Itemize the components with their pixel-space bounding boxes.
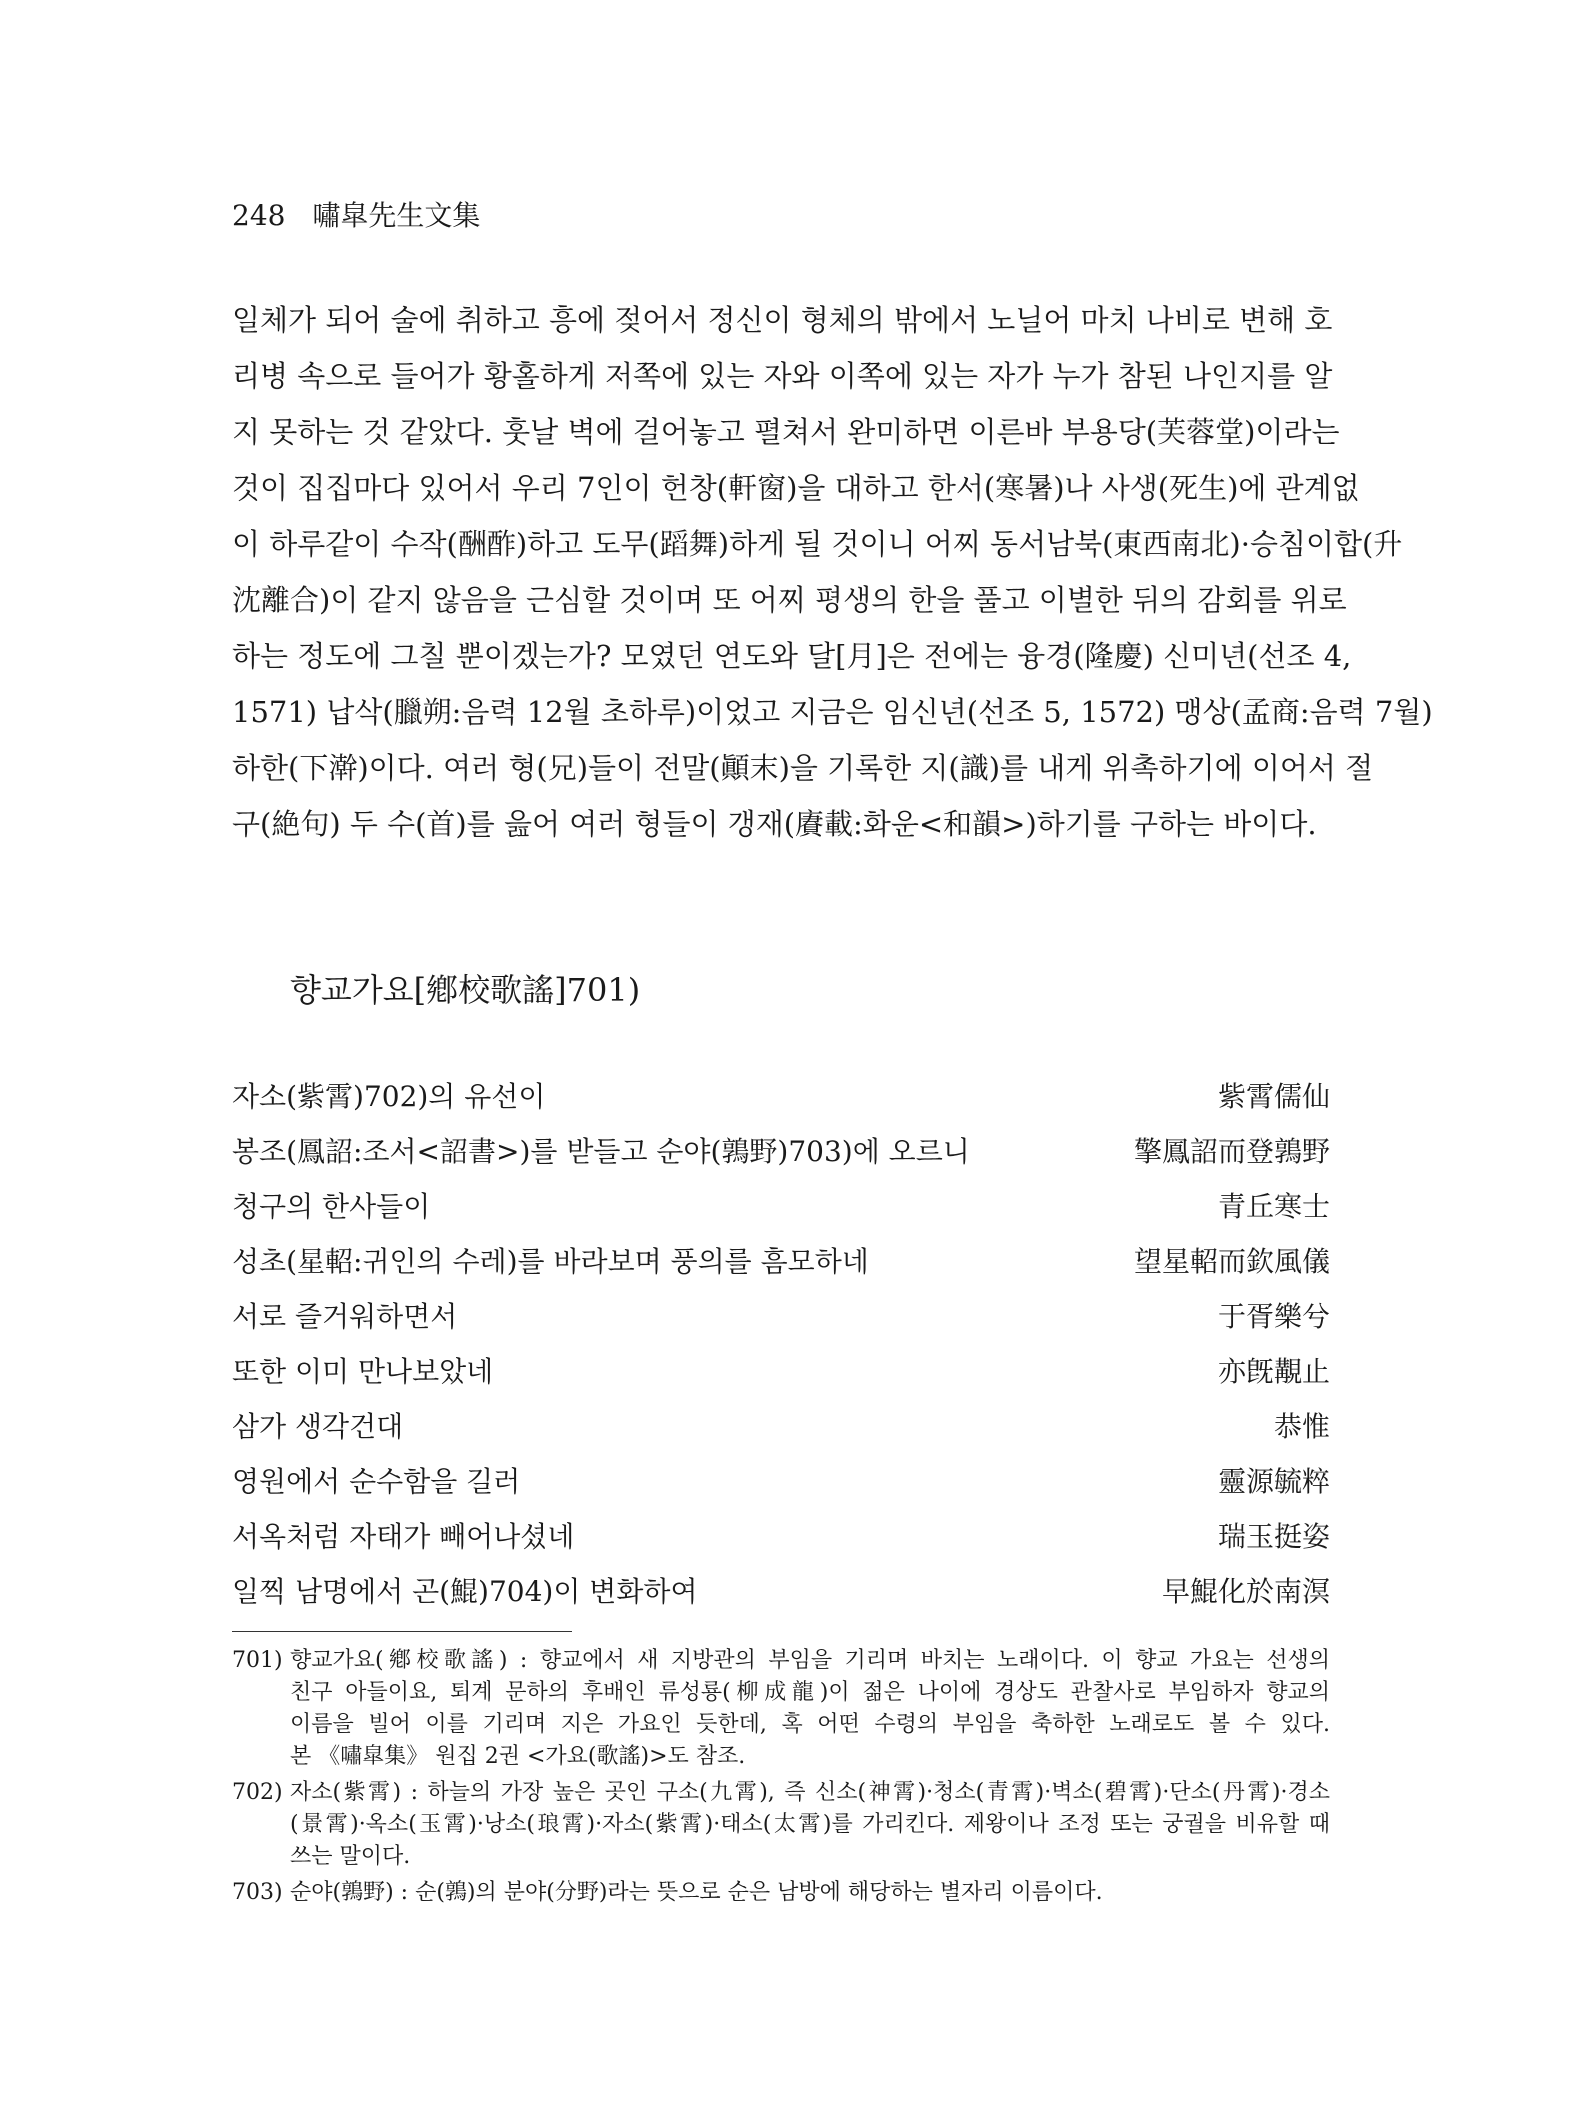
verse-hanja: 青丘寒士 <box>1217 1190 1330 1223</box>
verse-hanja: 于胥樂兮 <box>1217 1300 1330 1333</box>
prose-line: 일체가 되어 술에 취하고 흥에 젖어서 정신이 형체의 밖에서 노닐어 마치 나비로 변해 호 <box>232 303 1333 337</box>
prose-line: 지 못하는 것 같았다. 훗날 벽에 걸어놓고 펼쳐서 완미하면 이른바 부용당(芙蓉堂)이라는 <box>232 415 1340 449</box>
prose-line: 1571) 납삭(臘朔:음력 12월 초하루)이었고 지금은 임신년(선조 5, 1572) 맹상(孟商:음력 7월) <box>232 695 1433 729</box>
verse-row <box>232 1132 1330 1172</box>
verse-row <box>232 1462 1330 1502</box>
verse-korean: 봉조(鳳詔:조서<詔書>)를 받들고 순야(鶉野)703)에 오르니 <box>232 1135 970 1168</box>
verse-row <box>232 1187 1330 1227</box>
running-header <box>232 194 480 234</box>
book-title: 嘯皐先生文集 <box>312 199 481 232</box>
verse-hanja: 紫霄儒仙 <box>1217 1080 1330 1113</box>
footnote-line: 친구 아들이요, 퇴계 문하의 후배인 류성룡(柳成龍)이 젊은 나이에 경상도 관찰사로 부임하자 향교의 <box>290 1680 1330 1705</box>
verse-row <box>232 1242 1330 1282</box>
footnote-line: 이름을 빌어 이를 기리며 지은 가요인 듯한데, 혹 어떤 수령의 부임을 축하한 노래로도 볼 수 있다. <box>290 1712 1330 1737</box>
verse-row <box>232 1572 1330 1612</box>
verse-korean: 삼가 생각건대 <box>232 1410 404 1443</box>
verse-korean: 일찍 남명에서 곤(鯤)704)이 변화하여 <box>232 1575 698 1608</box>
verse-korean: 서로 즐거워하면서 <box>232 1300 458 1333</box>
verse-hanja: 瑞玉挺姿 <box>1217 1520 1330 1553</box>
verse-row <box>232 1407 1330 1447</box>
verse-row <box>232 1352 1330 1392</box>
prose-line: 것이 집집마다 있어서 우리 7인이 헌창(軒窗)을 대하고 한서(寒暑)나 사생(死生)에 관계없 <box>232 471 1360 505</box>
footnote-separator <box>232 1631 572 1632</box>
prose-line: 이 하루같이 수작(酬酢)하고 도무(蹈舞)하게 될 것이니 어찌 동서남북(東西南北)·승침이합(升 <box>232 527 1403 561</box>
verse-row <box>232 1517 1330 1557</box>
verse-korean: 성초(星軺:귀인의 수레)를 바라보며 풍의를 흠모하네 <box>232 1245 869 1278</box>
verse-hanja: 亦旣覯止 <box>1217 1355 1330 1388</box>
verse-korean: 서옥처럼 자태가 빼어나셨네 <box>232 1520 575 1553</box>
section-title: 향교가요[鄕校歌謠]701) <box>290 971 641 1009</box>
prose-line: 구(絶句) 두 수(首)를 읊어 여러 형들이 갱재(賡載:화운<和韻>)하기를 구하는 바이다. <box>232 807 1317 841</box>
verse-hanja: 恭惟 <box>1273 1410 1330 1443</box>
footnote-line: 향교가요(鄕校歌謠) : 향교에서 새 지방관의 부임을 기리며 바치는 노래이다. 이 향교 가요는 선생의 <box>290 1648 1330 1673</box>
verse-hanja: 早鯤化於南溟 <box>1161 1575 1330 1608</box>
footnote-line: (景霄)·옥소(玉霄)·낭소(琅霄)·자소(紫霄)·태소(太霄)를 가리킨다. 제왕이나 조정 또는 궁궐을 비유할 때 <box>290 1812 1330 1837</box>
footnote-number: 701) <box>232 1648 283 1673</box>
verse-row <box>232 1077 1330 1117</box>
verse-korean: 영원에서 순수함을 길러 <box>232 1465 521 1498</box>
footnote-line: 본 《嘯皐集》 원집 2권 <가요(歌謠)>도 참조. <box>290 1744 746 1769</box>
prose-line: 리병 속으로 들어가 황홀하게 저쪽에 있는 자와 이쪽에 있는 자가 누가 참된 나인지를 알 <box>232 359 1333 393</box>
prose-line: 하는 정도에 그칠 뿐이겠는가? 모였던 연도와 달[月]은 전에는 융경(隆慶) 신미년(선조 4, <box>232 639 1352 673</box>
footnote-number: 703) <box>232 1880 283 1905</box>
verse-hanja: 靈源毓粹 <box>1217 1465 1330 1498</box>
verse-row <box>232 1297 1330 1337</box>
verse-korean: 또한 이미 만나보았네 <box>232 1355 494 1388</box>
footnote-number: 702) <box>232 1780 283 1805</box>
footnote-line: 자소(紫霄) : 하늘의 가장 높은 곳인 구소(九霄), 즉 신소(神霄)·청소(青霄)·벽소(碧霄)·단소(丹霄)·경소 <box>290 1780 1330 1805</box>
verse-korean: 자소(紫霄)702)의 유선이 <box>232 1080 546 1113</box>
verse-korean: 청구의 한사들이 <box>232 1190 431 1223</box>
footnote-line: 쓰는 말이다. <box>290 1844 411 1869</box>
page-number: 248 <box>232 199 286 232</box>
prose-line: 沈離合)이 같지 않음을 근심할 것이며 또 어찌 평생의 한을 풀고 이별한 뒤의 감회를 위로 <box>232 583 1347 617</box>
verse-hanja: 望星軺而欽風儀 <box>1133 1245 1330 1278</box>
prose-line: 하한(下澣)이다. 여러 형(兄)들이 전말(顚末)을 기록한 지(識)를 내게 위촉하기에 이어서 절 <box>232 751 1374 785</box>
footnote-line: 순야(鶉野) : 순(鶉)의 분야(分野)라는 뜻으로 순은 남방에 해당하는 별자리 이름이다. <box>290 1880 1103 1905</box>
verse-hanja: 擎鳳詔而登鶉野 <box>1133 1135 1330 1168</box>
